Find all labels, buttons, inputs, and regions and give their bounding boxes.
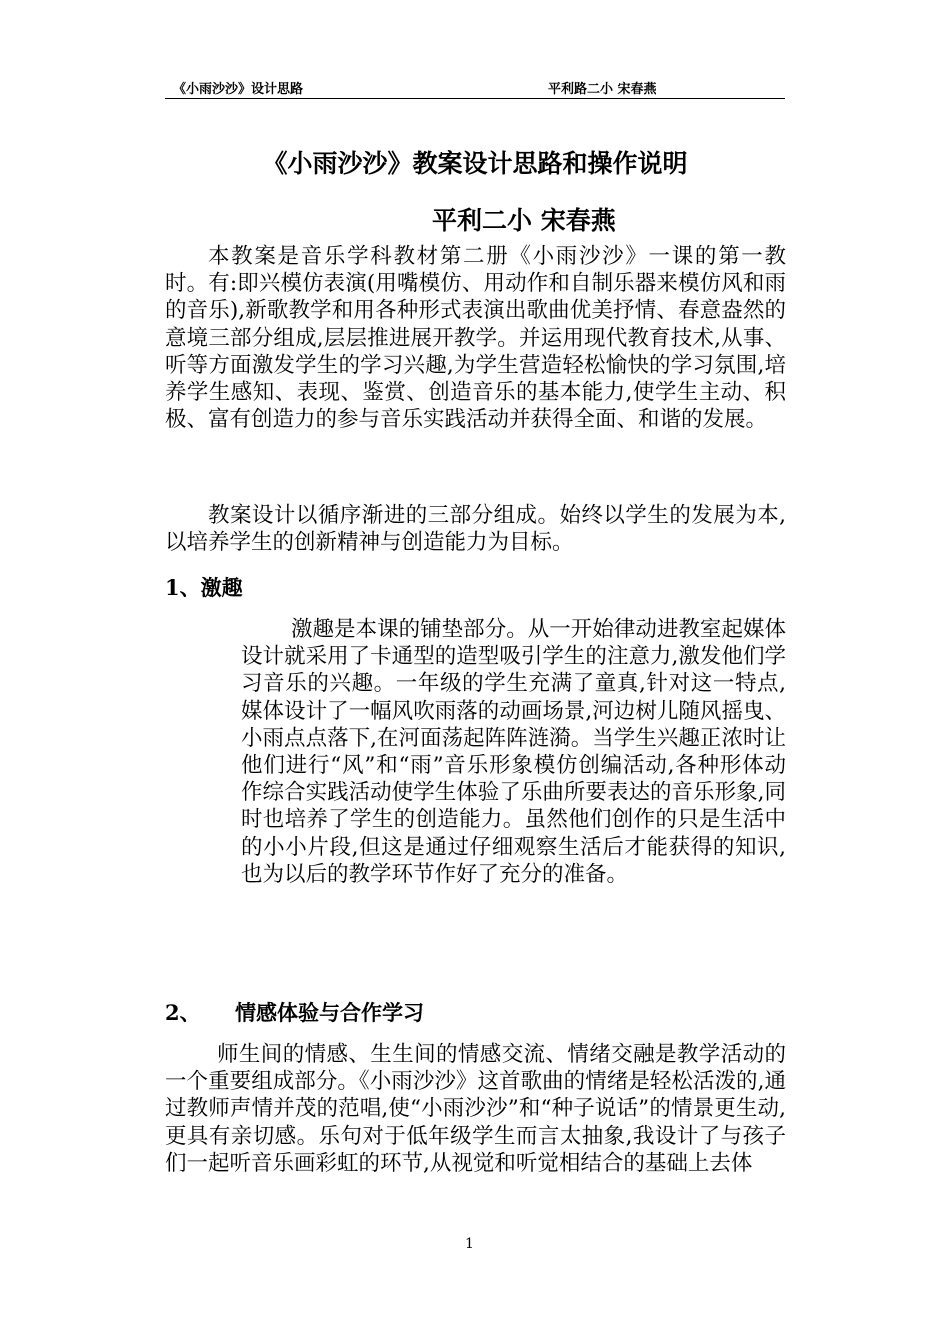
header-left-text: 《小雨沙沙》设计思路 bbox=[173, 82, 304, 97]
page-number: 1 bbox=[465, 1236, 474, 1252]
document-author: 平利二小 宋春燕 bbox=[432, 206, 616, 235]
section-2-heading-text: 情感体验与合作学习 bbox=[235, 1000, 424, 1025]
document-title: 《小雨沙沙》教案设计思路和操作说明 bbox=[262, 149, 688, 178]
header-right-text: 平利路二小 宋春燕 bbox=[548, 82, 657, 97]
section-1-heading: 1、激趣 bbox=[165, 575, 243, 600]
section-1-paragraph: 激趣是本课的铺垫部分。从一开始律动进教室起媒体设计就采用了卡通型的造型吸引学生的注意力,激发他们学习音乐的兴趣。一年级的学生充满了童真,针对这一特点,媒体设计了一幅风吹雨落的动画场景,河边树儿随风摇曳、小雨点点落下,在河面荡起阵阵涟漪。当学生兴趣正浓时让他们进行“风”和“雨”音乐形象模仿创编活动,各种形体动作综合实践活动使学生体验了乐曲所要表达的音乐形象,同时也培养了学生的创造能力。虽然他们创作的只是生活中的小小片段,但这是通过仔细观察生活后才能获得的知识,也为以后的教学环节作好了充分的准备。 bbox=[241, 617, 786, 887]
section-2-paragraph: 师生间的情感、生生间的情感交流、情绪交融是教学活动的一个重要组成部分。《小雨沙沙》这首歌曲的情绪是轻松活泼的,通过教师声情并茂的范唱,使“小雨沙沙”和“种子说话”的情景更生动,更具有亲切感。乐句对于低年级学生而言太抽象,我设计了与孩子们一起听音乐画彩虹的环节,从视觉和听觉相结合的基础上去体 bbox=[165, 1042, 786, 1176]
intro-paragraph-1: 本教案是音乐学科教材第二册《小雨沙沙》一课的第一教时。有:即兴模仿表演(用嘴模仿、用动作和自制乐器来模仿风和雨的音乐),新歌教学和用各种形式表演出歌曲优美抒情、春意盎然的意境三部分组成,层层推进展开教学。并运用现代教育技术,从事、听等方面激发学生的学习兴趣,为学生营造轻松愉快的学习氛围,培养学生感知、表现、鉴赏、创造音乐的基本能力,使学生主动、积极、富有创造力的参与音乐实践活动并获得全面、和谐的发展。 bbox=[165, 244, 786, 433]
section-2-heading-number: 2、 bbox=[165, 1000, 201, 1025]
section-2-heading bbox=[165, 997, 424, 1027]
page-header bbox=[165, 76, 785, 99]
intro-paragraph-2: 教案设计以循序渐进的三部分组成。始终以学生的发展为本,以培养学生的创新精神与创造能力为目标。 bbox=[165, 503, 786, 556]
